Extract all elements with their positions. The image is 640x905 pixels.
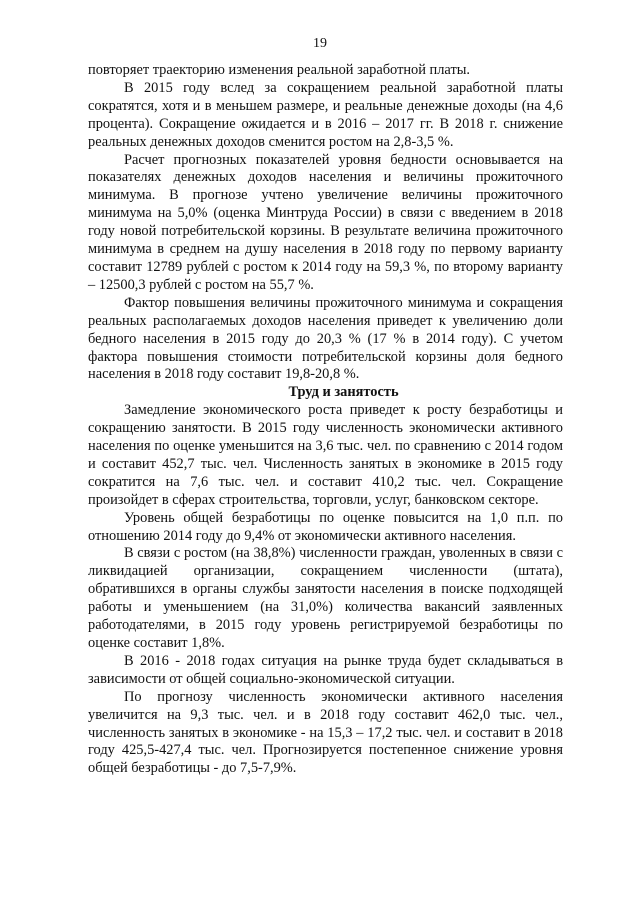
section-title-labor: Труд и занятость <box>288 384 399 401</box>
paragraph-labor-market-outlook: В 2016 - 2018 годах ситуация на рынке труда будет складываться в зависимости от общей социально-экономической ситуации. <box>88 652 563 687</box>
paragraph-registered-unemployment: В связи с ростом (на 38,8%) численности граждан, уволенных в связи с ликвидацией организации, сокращением численности (штата), обратившихся в органы службы занятости населения в поиске подходящей работы и уменьшением (на 31,0%) количества вакансий заявленных работодателями, в 2015 году уровень регистрируемой безработицы по оценке составит 1,8%. <box>88 545 563 651</box>
paragraph-continuation: повторяет траекторию изменения реальной заработной платы. <box>88 62 471 78</box>
paragraph-labor-forecast: По прогнозу численность экономически активного населения увеличится на 9,3 тыс. чел. и в 2018 году составит 462,0 тыс. чел., численность занятых в экономике - на 15,3 – 17,2 тыс. чел. и составит в 2018 году 425,5-427,4 тыс. чел. Прогнозируется постепенное снижение уровня общей безработицы - до 7,5-7,9%. <box>88 688 563 777</box>
paragraph-poverty-factor: Фактор повышения величины прожиточного минимума и сокращения реальных располагаемых доходов населения приведет к увеличению доли бедного населения в 2015 году до 20,3 % (17 % в 2014 году). С учетом фактора повышения стоимости потребительской корзины доля бедного населения в 2018 году составит 19,8-20,8 %. <box>88 294 563 383</box>
paragraph-real-income: В 2015 году вслед за сокращением реальной заработной платы сократятся, хотя и в меньшем размере, и реальные денежные доходы (на 4,6 процента). Сокращение ожидается и в 2016 – 2017 гг. В 2018 г. снижение реальных денежных доходов сменится ростом на 2,8-3,5 %. <box>88 79 563 150</box>
paragraph-unemployment-level: Уровень общей безработицы по оценке повысится на 1,0 п.п. по отношению 2014 году до 9,4% от экономически активного населения. <box>88 509 563 544</box>
paragraph-poverty-forecast: Расчет прогнозных показателей уровня бедности основывается на показателях денежных доходов населения и величины прожиточного минимума. В прогнозе учтено увеличение величины прожиточного минимума на 5,0% (оценка Минтруда России) в связи с введением в 2018 году новой потребительской корзины. В результате величина прожиточного минимума в среднем на душу населения в 2018 году по первому варианту составит 12789 рублей с ростом к 2014 году на 59,3 %, по второму варианту – 12500,3 рублей с ростом на 55,7 %. <box>88 151 563 293</box>
paragraph-employment-decline: Замедление экономического роста приведет к росту безработицы и сокращению занятости. В 2015 году численность экономически активного населения по оценке уменьшится на 3,6 тыс. чел. по сравнению с 2014 годом и составит 452,7 тыс. чел. Численность занятых в экономике в 2015 году сократится на 7,6 тыс. чел. и составит 410,2 тыс. чел. Сокращение произойдет в сферах строительства, торговли, услуг, банковском секторе. <box>88 402 563 508</box>
page-number: 19 <box>313 36 327 51</box>
document-body <box>88 62 563 778</box>
